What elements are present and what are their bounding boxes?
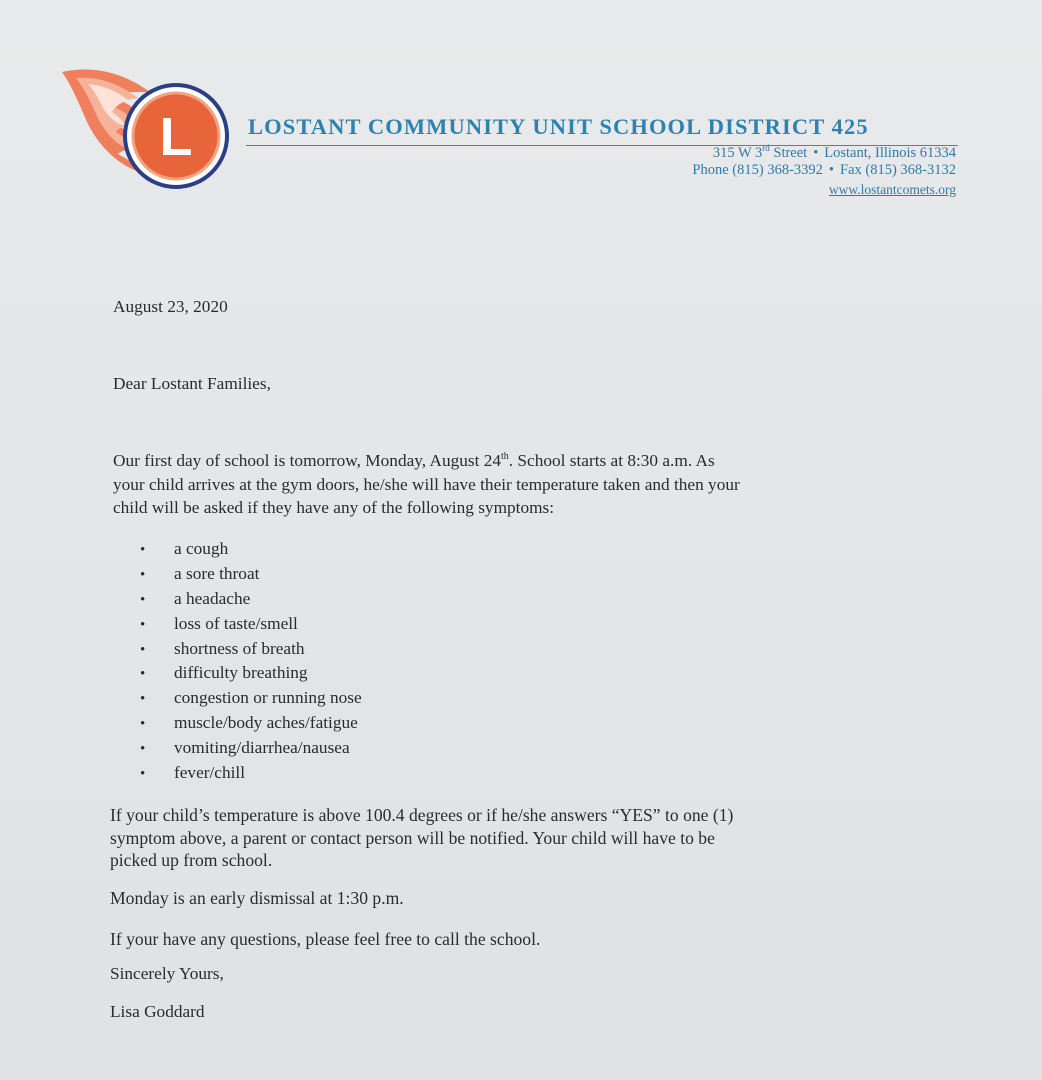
comet-logo-icon (58, 62, 234, 194)
district-name: LOSTANT COMMUNITY UNIT SCHOOL DISTRICT 425 (248, 114, 869, 139)
address-street-sup: rd (762, 143, 770, 153)
bullet-icon: • (140, 666, 146, 683)
dismissal-note: Monday is an early dismissal at 1:30 p.m. (110, 888, 404, 908)
list-item (140, 686, 362, 711)
letter-date: August 23, 2020 (113, 297, 228, 316)
questions-note: If your have any questions, please feel free to call the school. (110, 929, 541, 949)
symptom-text: shortness of breath (174, 638, 305, 658)
intro-line-1 (113, 449, 740, 473)
intro-paragraph (113, 449, 740, 520)
separator-dot: • (813, 144, 819, 161)
bullet-icon: • (140, 566, 146, 583)
intro-line-2: your child arrives at the gym doors, he/she will have their temperature taken and then your (113, 474, 740, 494)
closing: Sincerely Yours, (110, 964, 224, 983)
list-item (140, 711, 362, 736)
symptom-text: loss of taste/smell (174, 613, 298, 633)
phone-number: Phone (815) 368-3392 (692, 162, 823, 178)
symptom-text: muscle/body aches/fatigue (174, 713, 358, 733)
list-item (140, 612, 362, 637)
symptom-text: fever/chill (174, 763, 246, 783)
list-item (140, 587, 362, 612)
bullet-icon: • (140, 591, 146, 608)
address-street-suffix: Street (769, 144, 808, 161)
bullet-icon: • (140, 542, 146, 558)
bullet-icon: • (140, 641, 146, 658)
symptom-text: congestion or running nose (174, 688, 362, 708)
bullet-icon: • (140, 766, 146, 783)
bullet-icon: • (140, 691, 146, 708)
intro-line-3: child will be asked if they have any of the following symptoms: (113, 498, 555, 518)
logo-letter: L (159, 107, 193, 167)
list-item (140, 637, 362, 662)
policy-line-2: symptom above, a parent or contact person will be notified. Your child will have to be (110, 827, 715, 848)
policy-line-3: picked up from school. (110, 850, 273, 871)
district-phone-fax (692, 162, 956, 179)
bullet-icon: • (140, 741, 146, 758)
district-website: www.lostantcomets.org (828, 182, 956, 197)
bullet-icon: • (140, 616, 146, 633)
policy-paragraph (110, 804, 733, 872)
signer-name: Lisa Goddard (110, 1002, 205, 1021)
intro-line-1-a: Our first day of school is tomorrow, Monday, August 24 (113, 451, 501, 470)
list-item (140, 761, 362, 786)
fax-number: Fax (815) 368-3132 (840, 162, 956, 178)
symptom-text: a headache (174, 588, 251, 608)
address-city: Lostant, Illinois 61334 (824, 144, 956, 161)
intro-line-1-sup: th (501, 451, 509, 463)
symptom-text: a cough (174, 539, 229, 558)
policy-line-1: If your child’s temperature is above 100.4 degrees or if he/she answers “YES” to one (1) (110, 805, 734, 825)
symptom-text: a sore throat (174, 563, 260, 583)
address-street: 315 W 3 (712, 144, 763, 161)
list-item (140, 562, 362, 587)
symptom-list (140, 537, 362, 786)
salutation: Dear Lostant Families, (113, 374, 271, 393)
list-item (140, 537, 362, 562)
symptom-text: difficulty breathing (174, 663, 308, 683)
district-address (713, 143, 956, 162)
separator-dot: • (828, 162, 834, 178)
intro-line-1-b: . School starts at 8:30 a.m. As (508, 451, 715, 470)
bullet-icon: • (140, 716, 146, 733)
list-item (140, 661, 362, 686)
symptom-text: vomiting/diarrhea/nausea (174, 738, 350, 758)
list-item (140, 736, 362, 761)
